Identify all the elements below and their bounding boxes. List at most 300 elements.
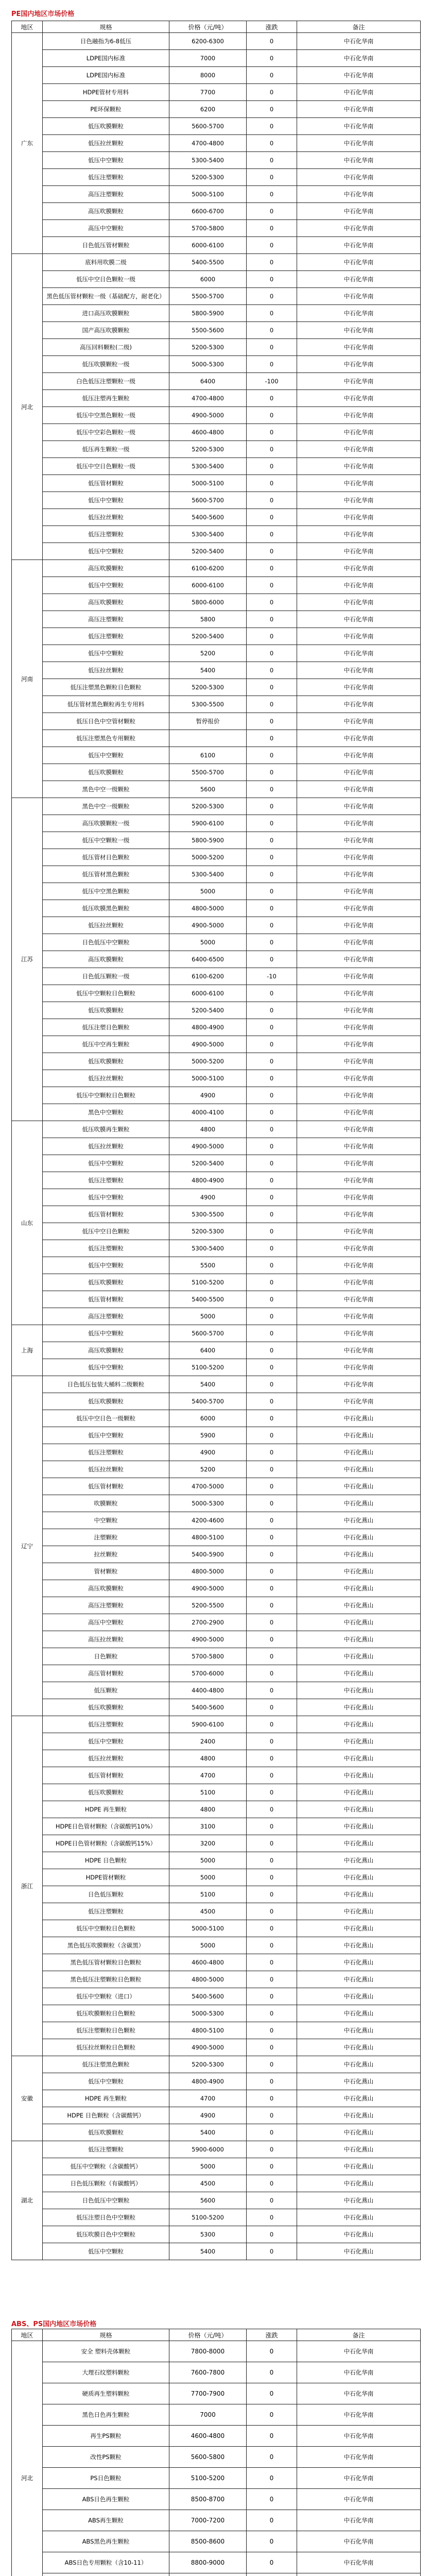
spec-cell: 低压注塑再生颗粒 [43, 390, 169, 407]
note-cell: 中石化华南 [297, 373, 421, 390]
change-cell: 0 [247, 543, 297, 560]
header-note: 备注 [297, 2329, 421, 2341]
note-cell: 中石化华南 [297, 135, 421, 152]
spec-cell: HDPE 日色颗粒 [43, 1852, 169, 1869]
table-row [12, 458, 421, 475]
note-cell: 中石化华南 [297, 2426, 421, 2447]
table-row [12, 373, 421, 390]
spec-cell: PS日色颗粒 [43, 2468, 169, 2489]
price-cell: 4400-4800 [169, 1682, 247, 1699]
spec-cell: 低压注塑颗粒 [43, 1903, 169, 1920]
price-cell: 5600-5700 [169, 492, 247, 509]
price-cell: 4700 [169, 2090, 247, 2107]
price-cell: 4800-4900 [169, 1019, 247, 1036]
spec-cell: 高压拉丝颗粒 [43, 1631, 169, 1648]
spec-cell: 黑色低压管材颗粒一级（基础配方，耐老化） [43, 288, 169, 305]
note-cell: 中石化华南 [297, 543, 421, 560]
spec-cell: 底料用吹膜二级 [43, 254, 169, 271]
note-cell: 中石化华南 [297, 968, 421, 985]
note-cell: 中石化华南 [297, 645, 421, 662]
change-cell: 0 [247, 1512, 297, 1529]
spec-cell: 低压管材颗粒 [43, 475, 169, 492]
price-cell: 6000-6100 [169, 237, 247, 254]
region-cell: 湖北 [12, 2141, 43, 2260]
table-row [12, 934, 421, 951]
table-row [12, 509, 421, 526]
price-cell: 6000-6100 [169, 577, 247, 594]
change-cell: 0 [247, 2039, 297, 2056]
table-row [12, 1733, 421, 1750]
table-row [12, 577, 421, 594]
table-row [12, 1410, 421, 1427]
table-row [12, 1121, 421, 1138]
price-cell: 5900-6100 [169, 815, 247, 832]
price-cell: 4700 [169, 1767, 247, 1784]
price-cell [169, 2573, 247, 2576]
spec-cell: 低压中空颗粒 [43, 577, 169, 594]
table-row [12, 203, 421, 220]
table-row [12, 1393, 421, 1410]
change-cell: 0 [247, 509, 297, 526]
spec-cell: ABS日色专用颗粒（含10-11） [43, 2552, 169, 2573]
note-cell: 中石化华南 [297, 696, 421, 713]
spec-cell: 高压管材颗粒 [43, 1665, 169, 1682]
spec-cell: 安全 塑料壳体颗粒 [43, 2341, 169, 2362]
price-cell: 4900-5000 [169, 917, 247, 934]
note-cell: 中石化华南 [297, 458, 421, 475]
note-cell: 中石化华南 [297, 1308, 421, 1325]
change-cell: 0 [247, 2426, 297, 2447]
price-cell: 4700-5000 [169, 1478, 247, 1495]
table-row [12, 475, 421, 492]
table-row [12, 611, 421, 628]
change-cell: 0 [247, 713, 297, 730]
change-cell: 0 [247, 84, 297, 101]
header-price: 价格（元/吨） [169, 2329, 247, 2341]
header-spec: 规格 [43, 2329, 169, 2341]
note-cell: 中石化燕山 [297, 1971, 421, 1988]
price-cell: 5400-5900 [169, 1546, 247, 1563]
spec-cell: 低压中空颗粒日色颗粒 [43, 985, 169, 1002]
spec-cell: 低压吹膜颗粒 [43, 764, 169, 781]
table-row [12, 441, 421, 458]
spec-cell: HDPE 再生颗粒 [43, 1801, 169, 1818]
price-cell: 5700-6000 [169, 1665, 247, 1682]
price-cell: 5900-6100 [169, 1716, 247, 1733]
table-row [12, 1495, 421, 1512]
spec-cell: 高压吹膜颗粒 [43, 1580, 169, 1597]
note-cell: 中石化华南 [297, 713, 421, 730]
table-row [12, 1818, 421, 1835]
spec-cell: 低压注塑颗粒 [43, 169, 169, 186]
change-cell: 0 [247, 441, 297, 458]
change-cell: 0 [247, 2447, 297, 2468]
price-cell: 5600-5800 [169, 2447, 247, 2468]
table-row [12, 1461, 421, 1478]
table-row [12, 1376, 421, 1393]
spec-cell: HDPE管材颗粒 [43, 1869, 169, 1886]
change-cell: 0 [247, 866, 297, 883]
change-cell: 0 [247, 186, 297, 203]
table-row [12, 1648, 421, 1665]
note-cell: 中石化燕山 [297, 1886, 421, 1903]
price-cell: 7700-7900 [169, 2383, 247, 2404]
spec-cell: HDPE管材专用料 [43, 84, 169, 101]
price-cell: 4500 [169, 1903, 247, 1920]
spec-cell: 低压拉丝颗粒 [43, 1461, 169, 1478]
note-cell: 中石化华南 [297, 492, 421, 509]
change-cell: 0 [247, 118, 297, 135]
table-row [12, 1053, 421, 1070]
change-cell: 0 [247, 730, 297, 747]
spec-cell: 低压拉丝颗粒 [43, 917, 169, 934]
change-cell: 0 [247, 1104, 297, 1121]
table-row [12, 2209, 421, 2226]
price-cell: 5400-5600 [169, 509, 247, 526]
change-cell: 0 [247, 271, 297, 288]
table-row [12, 1869, 421, 1886]
change-cell: 0 [247, 1563, 297, 1580]
table-row [12, 2468, 421, 2489]
price-cell: 5600 [169, 2192, 247, 2209]
note-cell: 中石化燕山 [297, 2175, 421, 2192]
price-cell: 5000-5300 [169, 2005, 247, 2022]
note-cell: 中石化华南 [297, 628, 421, 645]
region-cell: 山东 [12, 1121, 43, 1325]
table-row [12, 2489, 421, 2510]
change-cell: 0 [247, 2489, 297, 2510]
price-cell: 6100 [169, 747, 247, 764]
price-cell: 5000-5300 [169, 1495, 247, 1512]
note-cell: 中石化华南 [297, 305, 421, 322]
spec-cell: 低压注塑颗粒 [43, 1716, 169, 1733]
spec-cell: 低压中空颗粒 [43, 1155, 169, 1172]
note-cell: 中石化华南 [297, 1138, 421, 1155]
price-cell: 4900-5000 [169, 1631, 247, 1648]
change-cell: 0 [247, 781, 297, 798]
note-cell: 中石化燕山 [297, 1597, 421, 1614]
change-cell: 0 [247, 492, 297, 509]
price-cell: 5800-5900 [169, 305, 247, 322]
table-row [12, 730, 421, 747]
table-row [12, 1308, 421, 1325]
note-cell: 中石化燕山 [297, 1784, 421, 1801]
note-cell: 中石化华南 [297, 237, 421, 254]
note-cell: 中石化燕山 [297, 2124, 421, 2141]
table-row [12, 1971, 421, 1988]
table-row [12, 1716, 421, 1733]
price-cell: 5000 [169, 934, 247, 951]
note-cell: 中石化燕山 [297, 1478, 421, 1495]
price-cell: 5100-5200 [169, 1359, 247, 1376]
change-cell: 0 [247, 1223, 297, 1240]
spec-cell: 高压吹膜颗粒 [43, 594, 169, 611]
note-cell: 中石化华南 [297, 679, 421, 696]
price-cell: 4900-5000 [169, 2039, 247, 2056]
note-cell: 中石化华南 [297, 2383, 421, 2404]
table-row [12, 2341, 421, 2362]
spec-cell: 吹膜颗粒 [43, 1495, 169, 1512]
price-cell: 5900 [169, 1427, 247, 1444]
change-cell: 0 [247, 2341, 297, 2362]
price-cell: 4900-5000 [169, 1580, 247, 1597]
spec-cell: 低压再生颗粒一级 [43, 441, 169, 458]
spec-cell: HDPE日色管材颗粒（含碳酸钙10%） [43, 1818, 169, 1835]
spec-cell: 日色融指为6-8低压 [43, 33, 169, 50]
note-cell: 中石化华南 [297, 118, 421, 135]
spec-cell: 日色低压颗粒一级 [43, 968, 169, 985]
price-cell: 5500 [169, 1257, 247, 1274]
spec-cell: 低压中空日色颗粒一级 [43, 458, 169, 475]
note-cell: 中石化华南 [297, 730, 421, 747]
spec-cell: 低压中空日色颗粒 [43, 1223, 169, 1240]
note-cell: 中石化华南 [297, 1002, 421, 1019]
price-cell: 4900-5000 [169, 1036, 247, 1053]
spec-cell: 日色低压中空颗粒 [43, 934, 169, 951]
price-cell: 5700-5800 [169, 1648, 247, 1665]
table-row [12, 2039, 421, 2056]
price-cell: 4900-5000 [169, 1138, 247, 1155]
note-cell: 中石化华南 [297, 356, 421, 373]
table-row [12, 1801, 421, 1818]
table-row [12, 237, 421, 254]
change-cell: 0 [247, 254, 297, 271]
change-cell: 0 [247, 1308, 297, 1325]
table-row [12, 1886, 421, 1903]
spec-cell: 低压注塑颗粒 [43, 1172, 169, 1189]
note-cell: 中石化燕山 [297, 1427, 421, 1444]
table-row [12, 1954, 421, 1971]
note-cell: 中石化华南 [297, 1223, 421, 1240]
spec-cell: 高压中空颗粒 [43, 1614, 169, 1631]
note-cell: 中石化燕山 [297, 1818, 421, 1835]
spec-cell: 高压吹膜颗粒 [43, 203, 169, 220]
note-cell: 中石化燕山 [297, 2107, 421, 2124]
price-cell: 5200-5300 [169, 2056, 247, 2073]
spec-cell: 低压中空颗粒日色颗粒 [43, 1087, 169, 1104]
spec-cell: 黑色中空一级颗粒 [43, 781, 169, 798]
spec-cell: 低压中空彩色颗粒一级 [43, 424, 169, 441]
table-row [12, 305, 421, 322]
note-cell: 中石化燕山 [297, 2073, 421, 2090]
spec-cell: 低压中空颗粒（进口） [43, 1988, 169, 2005]
note-cell: 中石化华南 [297, 900, 421, 917]
spec-cell: HDPE 再生颗粒 [43, 2090, 169, 2107]
spec-cell: 黑色中空一级颗粒 [43, 798, 169, 815]
spec-cell: LDPE国内标准 [43, 67, 169, 84]
price-cell: 暂停报价 [169, 713, 247, 730]
price-cell: 4900 [169, 2107, 247, 2124]
note-cell: 中石化华南 [297, 985, 421, 1002]
spec-cell: 低压注塑日色颗粒 [43, 1019, 169, 1036]
note-cell: 中石化燕山 [297, 2158, 421, 2175]
note-cell: 中石化燕山 [297, 1461, 421, 1478]
pe-price-table [11, 21, 421, 2260]
note-cell: 中石化华南 [297, 67, 421, 84]
table-row [12, 390, 421, 407]
change-cell: 0 [247, 1631, 297, 1648]
table-row [12, 2404, 421, 2426]
change-cell: 0 [247, 934, 297, 951]
note-cell: 中石化华南 [297, 288, 421, 305]
price-cell: 8000 [169, 67, 247, 84]
price-cell: 5900-6000 [169, 2141, 247, 2158]
note-cell: 中石化华南 [297, 2362, 421, 2383]
change-cell: 0 [247, 1019, 297, 1036]
price-cell: 5500-5600 [169, 322, 247, 339]
spec-cell: 日色低压管材颗粒 [43, 237, 169, 254]
table-row [12, 764, 421, 781]
note-cell: 中石化华南 [297, 1087, 421, 1104]
price-cell: 4800 [169, 1801, 247, 1818]
spec-cell: ABS日色再生颗粒 [43, 2489, 169, 2510]
note-cell: 中石化华南 [297, 2531, 421, 2552]
spec-cell: 低压中空颗粒 [43, 492, 169, 509]
change-cell: 0 [247, 33, 297, 50]
table-row [12, 2107, 421, 2124]
spec-cell: 低压吹膜日色中空颗粒 [43, 2226, 169, 2243]
change-cell: 0 [247, 1121, 297, 1138]
table-row [12, 968, 421, 985]
change-cell: 0 [247, 1376, 297, 1393]
price-cell: 5000 [169, 883, 247, 900]
region-cell: 河南 [12, 560, 43, 798]
change-cell: 0 [247, 2090, 297, 2107]
table-row [12, 679, 421, 696]
table-row [12, 2022, 421, 2039]
note-cell: 中石化华南 [297, 2468, 421, 2489]
spec-cell: 低压管材黑色颗粒再生专用料 [43, 696, 169, 713]
note-cell: 中石化燕山 [297, 1495, 421, 1512]
table-row [12, 645, 421, 662]
spec-cell: 低压中空颗粒 [43, 1427, 169, 1444]
change-cell: 0 [247, 1580, 297, 1597]
note-cell: 中石化华南 [297, 662, 421, 679]
price-cell: 5400 [169, 2243, 247, 2260]
spec-cell: 低压拉丝颗粒 [43, 1070, 169, 1087]
price-cell: 4600-4800 [169, 2426, 247, 2447]
table-row [12, 322, 421, 339]
note-cell: 中石化燕山 [297, 2056, 421, 2073]
change-cell: 0 [247, 747, 297, 764]
change-cell: 0 [247, 1784, 297, 1801]
table-row [12, 2090, 421, 2107]
spec-cell: 低压注塑黑色颗粒 [43, 2056, 169, 2073]
table-row [12, 50, 421, 67]
note-cell: 中石化燕山 [297, 2209, 421, 2226]
price-cell: 4800 [169, 1750, 247, 1767]
price-cell: 5100 [169, 1784, 247, 1801]
change-cell: 0 [247, 203, 297, 220]
change-cell: 0 [247, 2022, 297, 2039]
change-cell: 0 [247, 2107, 297, 2124]
note-cell: 中石化华南 [297, 33, 421, 50]
change-cell: 0 [247, 1529, 297, 1546]
table-row [12, 2573, 421, 2576]
note-cell: 中石化燕山 [297, 1767, 421, 1784]
spec-cell: ABS再生颗粒 [43, 2510, 169, 2531]
change-cell: 0 [247, 1597, 297, 1614]
price-cell: 8500-8700 [169, 2489, 247, 2510]
spec-cell: 日色低压中空颗粒 [43, 2192, 169, 2209]
change-cell: 0 [247, 322, 297, 339]
price-cell: 4800-5100 [169, 2022, 247, 2039]
table-row [12, 101, 421, 118]
table-row [12, 2073, 421, 2090]
table-row [12, 1291, 421, 1308]
table-row [12, 2383, 421, 2404]
price-cell: 5400-5500 [169, 254, 247, 271]
abs-table-header-row [12, 2329, 421, 2341]
note-cell: 中石化华南 [297, 1070, 421, 1087]
table-row [12, 118, 421, 135]
spec-cell: 低压注塑日色中空颗粒 [43, 2209, 169, 2226]
spec-cell: 高压吹膜颗粒 [43, 951, 169, 968]
note-cell: 中石化华南 [297, 84, 421, 101]
spec-cell: HDPE 日色颗粒（含碳酸钙） [43, 2107, 169, 2124]
table-row [12, 1206, 421, 1223]
change-cell: 0 [247, 1835, 297, 1852]
price-cell: 4800-4900 [169, 1172, 247, 1189]
price-cell: 4800-5000 [169, 1971, 247, 1988]
table-row [12, 2056, 421, 2073]
change-cell: 0 [247, 1767, 297, 1784]
note-cell: 中石化华南 [297, 560, 421, 577]
change-cell: 0 [247, 1750, 297, 1767]
table-row [12, 1682, 421, 1699]
change-cell: 0 [247, 1818, 297, 1835]
change-cell: 0 [247, 1444, 297, 1461]
spec-cell: 低压中空颗粒 [43, 1257, 169, 1274]
table-row [12, 1359, 421, 1376]
note-cell: 中石化华南 [297, 203, 421, 220]
price-cell: 7000 [169, 2404, 247, 2426]
table-row [12, 2552, 421, 2573]
price-cell: 5800 [169, 611, 247, 628]
change-cell: 0 [247, 2383, 297, 2404]
price-cell: 5500-5700 [169, 764, 247, 781]
spec-cell: 低压吹膜颗粒 [43, 1784, 169, 1801]
price-cell: 5000-5100 [169, 1070, 247, 1087]
table-row [12, 356, 421, 373]
change-cell: 0 [247, 1325, 297, 1342]
change-cell: 0 [247, 1733, 297, 1750]
note-cell: 中石化燕山 [297, 2039, 421, 2056]
price-cell: 6200-6300 [169, 33, 247, 50]
note-cell: 中石化华南 [297, 1240, 421, 1257]
spec-cell [43, 2573, 169, 2576]
note-cell: 中石化华南 [297, 1291, 421, 1308]
price-cell: 5000 [169, 1852, 247, 1869]
price-cell: 4200-4600 [169, 1512, 247, 1529]
change-cell: 0 [247, 1189, 297, 1206]
price-cell: 5300-5400 [169, 866, 247, 883]
note-cell: 中石化华南 [297, 2404, 421, 2426]
price-cell: 5300-5400 [169, 458, 247, 475]
price-cell: 5200 [169, 645, 247, 662]
change-cell: 0 [247, 1546, 297, 1563]
table-row [12, 152, 421, 169]
table-row [12, 1903, 421, 1920]
price-cell: 6100-6200 [169, 968, 247, 985]
price-cell: 5800-5900 [169, 832, 247, 849]
change-cell: 0 [247, 1869, 297, 1886]
change-cell: 0 [247, 849, 297, 866]
note-cell: 中石化华南 [297, 577, 421, 594]
note-cell: 中石化华南 [297, 2510, 421, 2531]
change-cell: 0 [247, 696, 297, 713]
change-cell: 0 [247, 645, 297, 662]
